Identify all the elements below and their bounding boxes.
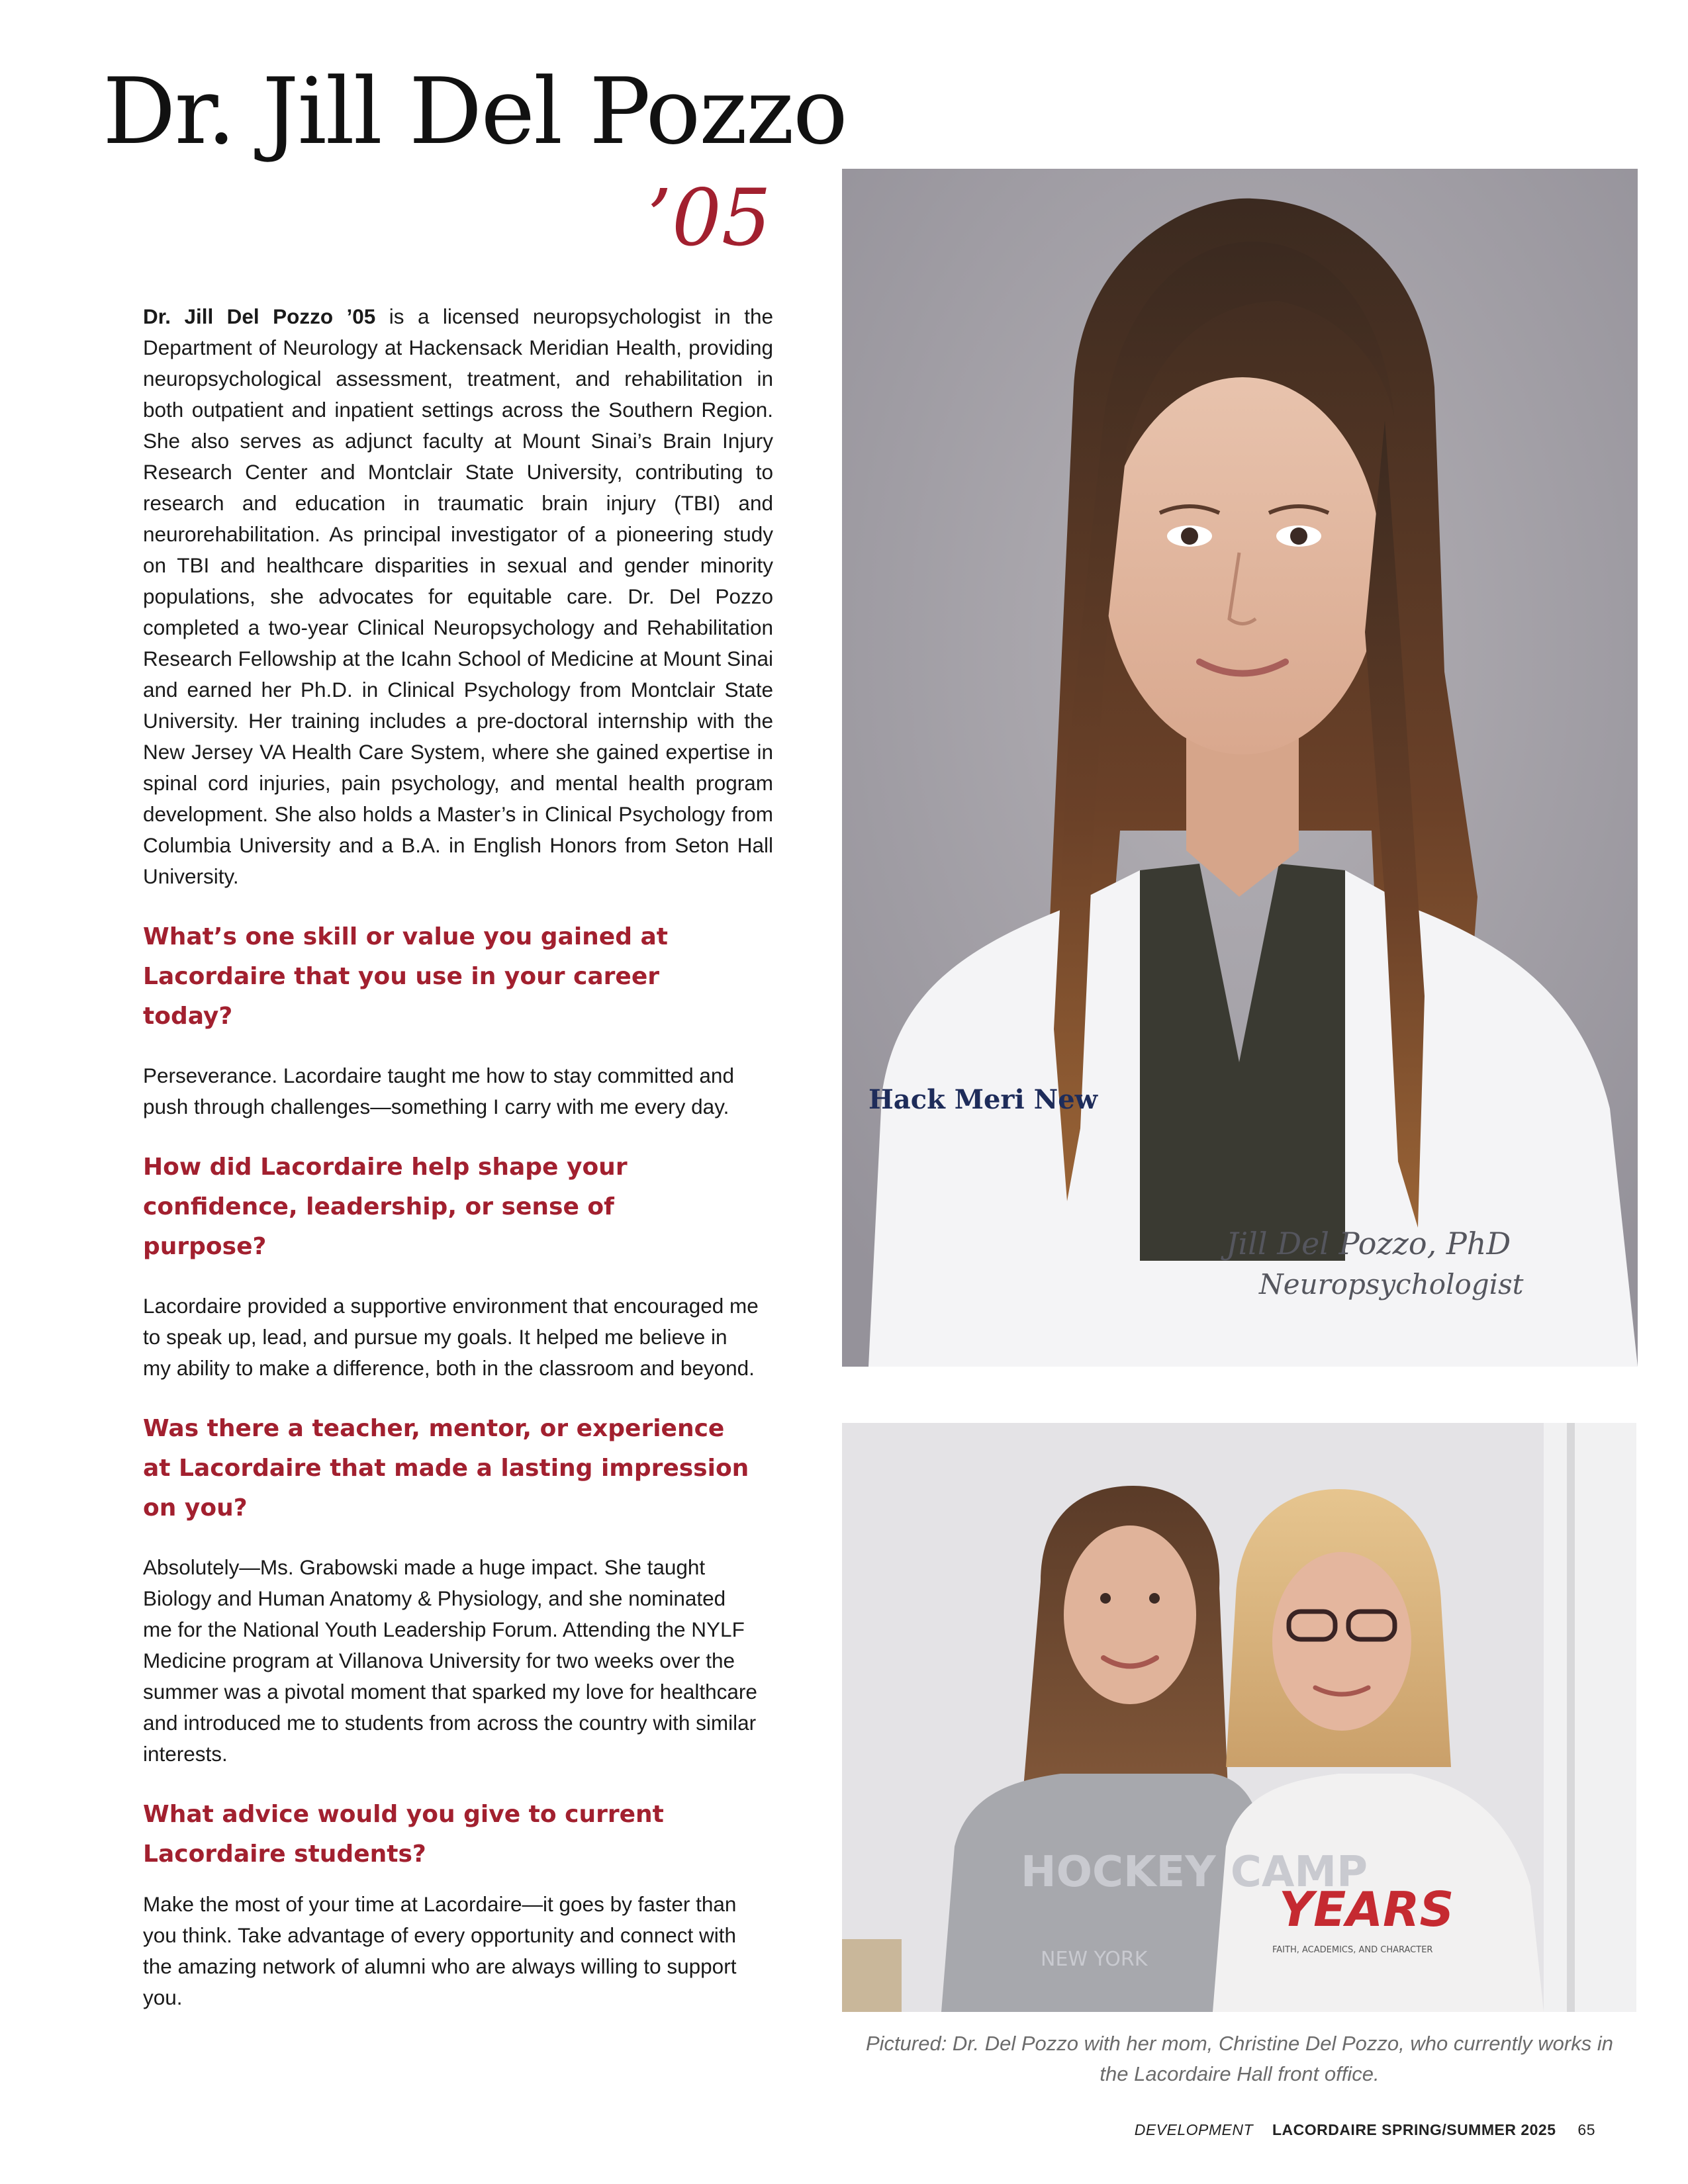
group-photo xyxy=(842,1423,1636,2012)
coat-title-text: Neuropsychologist xyxy=(1259,1268,1524,1300)
bio-lead: Dr. Jill Del Pozzo ’05 xyxy=(143,304,376,328)
photo-caption: Pictured: Dr. Del Pozzo with her mom, Christine Del Pozzo, who currently works in the Lacordaire Hall front office. xyxy=(865,2032,1613,2085)
portrait-photo xyxy=(842,169,1638,1367)
answer-1: Perseverance. Lacordaire taught me how to stay committed and push through challenges—something I carry with me every day. xyxy=(143,1064,734,1118)
question-3: Was there a teacher, mentor, or experience at Lacordaire that made a lasting impression on you? xyxy=(143,1415,749,1522)
question-1: What’s one skill or value you gained at Lacordaire that you use in your career today? xyxy=(143,923,669,1030)
footer-publication: LACORDAIRE SPRING/SUMMER 2025 xyxy=(1272,2121,1556,2138)
portrait-illustration xyxy=(842,169,1638,1367)
group-illustration xyxy=(842,1423,1636,2012)
page-footer xyxy=(1135,2121,1595,2139)
answer-3: Absolutely—Ms. Grabowski made a huge impact. She taught Biology and Human Anatomy & Physiology, and she nominated me for the National Youth Leadership Forum. Attending the NYLF Medicine program at Villanova University for two weeks over the summer was a pivotal moment that sparked my love for healthcare and introduced me to students from across the country with similar interests. xyxy=(143,1555,757,1766)
class-year: ’05 xyxy=(647,172,771,263)
article-title: Dr. Jill Del Pozzo xyxy=(103,58,847,165)
answer-4: Make the most of your time at Lacordaire—it goes by faster than you think. Take advantage of every opportunity and connect with the amazing network of alumni who are always willing to support you. xyxy=(143,1892,737,2009)
question-2: How did Lacordaire help shape your confidence, leadership, or sense of purpose? xyxy=(143,1154,628,1260)
page-number: 65 xyxy=(1577,2121,1595,2138)
coat-name-text: Jill Del Pozzo, PhD xyxy=(1226,1226,1511,1261)
answer-2: Lacordaire provided a supportive environment that encouraged me to speak up, lead, and pursue my goals. It helped me believe in my ability to make a difference, both in the classroom and beyond. xyxy=(143,1294,759,1380)
shirt-right-text: YEARS xyxy=(1279,1882,1454,1937)
footer-section: DEVELOPMENT xyxy=(1134,2121,1254,2138)
shirt-left-text: HOCKEY CAMP xyxy=(1021,1848,1368,1897)
question-4: What advice would you give to current Lacordaire students? xyxy=(143,1801,664,1868)
bio-paragraph xyxy=(143,301,773,892)
bio-text: is a licensed neuropsychologist in the Department of Neurology at Hackensack Meridian Health, providing neuropsychological assessment, treatment, and rehabilitation in both outpatient and inpatient settings across the Southern Region. She also serves as adjunct faculty at Mount Sinai’s Brain Injury Research Center and Montclair State University, contributing to research and education in traumatic brain injury (TBI) and neurorehabilitation. As principal investigator of a pioneering study on TBI and healthcare disparities in sexual and gender minority populations, she advocates for equitable care. Dr. Del Pozzo completed a two-year Clinical Neuropsychology and Rehabilitation Research Fellowship at the Icahn School of Medicine at Mount Sinai and earned her Ph.D. in Clinical Psychology from Montclair State University. Her training includes a pre-doctoral internship with the New Jersey VA Health Care System, where she gained expertise in spinal cord injuries, pain psychology, and mental health program development. She also holds a Master’s in Clinical Psychology from Columbia University and a B.A. in English Honors from Seton Hall University. xyxy=(143,304,773,888)
shirt-right-small: FAITH, ACADEMICS, AND CHARACTER xyxy=(1272,1945,1433,1955)
shirt-left-small: NEW YORK xyxy=(1041,1948,1148,1971)
coat-logo-text: Hack Meri New xyxy=(868,1084,1098,1115)
article-body xyxy=(143,301,773,2013)
